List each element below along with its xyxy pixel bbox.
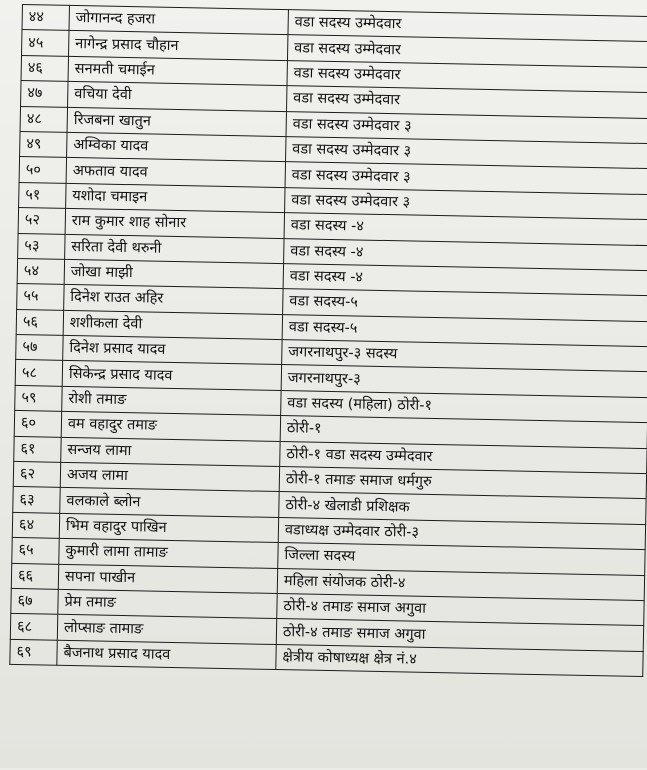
name-cell: भिम वहादुर पाखिन (59, 513, 278, 543)
name-cell: अजय लामा (60, 462, 279, 492)
role-cell: जगरनाथपुर-३ (281, 365, 647, 397)
name-cell: अम्विका यादव (67, 132, 286, 162)
role-cell: ठोरी-४ तमाङ समाज अगुवा (276, 619, 643, 651)
role-cell: महिला संयोजक ठोरी-४ (277, 568, 644, 600)
serial-number-cell: ६४ (12, 512, 59, 538)
role-cell: ठोरी-१ (280, 416, 647, 448)
serial-number-cell: ४७ (21, 81, 68, 107)
role-cell: वडाध्यक्ष उम्मेदवार ठोरी-३ (278, 517, 645, 549)
serial-number-cell: ५७ (16, 335, 63, 361)
serial-number-cell: ५८ (15, 360, 62, 386)
serial-number-cell: ६१ (14, 436, 61, 462)
roster-sheet (8, 4, 634, 770)
name-cell: लोप्साङ तामाङ (57, 615, 276, 645)
role-cell: जगरनाथपुर-३ सदस्य (282, 340, 647, 372)
serial-number-cell: ६७ (11, 588, 58, 614)
serial-number-cell: ५३ (18, 233, 65, 259)
serial-number-cell: ५६ (16, 309, 63, 335)
name-cell: रिजबना खातुन (67, 107, 286, 137)
name-cell: कुमारी लामा तामाङ (59, 539, 278, 569)
serial-number-cell: ५५ (17, 284, 64, 310)
serial-number-cell: ६२ (13, 461, 60, 487)
serial-number-cell: ४९ (20, 131, 67, 157)
serial-number-cell: ४५ (22, 30, 69, 56)
name-cell: वम वहादुर तमाङ (61, 412, 280, 442)
role-cell: वडा सदस्य (महिला) ठोरी-१ (281, 390, 647, 422)
role-cell: वडा सदस्य उम्मेदवार (288, 10, 647, 42)
serial-number-cell: ६३ (13, 487, 60, 513)
role-cell: वडा सदस्य उम्मेदवार (287, 35, 647, 67)
name-cell: सन्जय लामा (61, 437, 280, 467)
name-cell: वचिया देवी (68, 82, 287, 112)
serial-number-cell: ५४ (17, 258, 64, 284)
role-cell: ठोरी-४ खेलाडी प्रशिक्षक (279, 492, 646, 524)
serial-number-cell: ६९ (10, 639, 57, 665)
name-cell: जोखा माझी (64, 259, 283, 289)
role-cell: वडा सदस्य उम्मेदवार ३ (285, 187, 647, 219)
serial-number-cell: ६६ (11, 563, 58, 589)
name-cell: सिकेन्द्र प्रसाद यादव (62, 361, 281, 391)
name-cell: सनमती चमाईन (68, 56, 287, 86)
serial-number-cell: ४४ (22, 5, 69, 31)
name-cell: रोशी तमाङ (62, 386, 281, 416)
serial-number-cell: ४८ (20, 106, 67, 132)
serial-number-cell: ५२ (18, 208, 65, 234)
serial-number-cell: ५० (19, 157, 66, 183)
serial-number-cell: ६५ (12, 538, 59, 564)
name-cell: बैजनाथ प्रसाद यादव (57, 640, 276, 670)
roster-table-body (10, 5, 647, 677)
role-cell: ठोरी-४ तमाङ समाज अगुवा (277, 593, 644, 625)
name-cell: यशोदा चमाइन (66, 183, 285, 213)
name-cell: सपना पाखीन (58, 564, 277, 594)
name-cell: अफताव यादव (66, 158, 285, 188)
name-cell: प्रेम तमाङ (58, 589, 277, 619)
name-cell: जोगानन्द हजरा (69, 5, 288, 35)
role-cell: वडा सदस्य -४ (283, 263, 647, 295)
roster-table (9, 4, 647, 677)
name-cell: शशीकला देवी (63, 310, 282, 340)
name-cell: दिनेश राउत अहिर (64, 285, 283, 315)
name-cell: राम कुमार शाह सोनार (65, 208, 284, 238)
serial-number-cell: ४६ (21, 55, 68, 81)
role-cell: वडा सदस्य-५ (283, 289, 647, 321)
role-cell: वडा सदस्य -४ (284, 238, 647, 270)
name-cell: सरिता देवी थरुनी (65, 234, 284, 264)
role-cell: वडा सदस्य उम्मेदवार (287, 60, 647, 92)
role-cell: जिल्ला सदस्य (278, 543, 645, 575)
role-cell: वडा सदस्य उम्मेदवार ३ (286, 137, 647, 169)
name-cell: वलकाले ब्लोन (60, 488, 279, 518)
serial-number-cell: ५१ (19, 182, 66, 208)
role-cell: वडा सदस्य-५ (282, 314, 647, 346)
role-cell: वडा सदस्य उम्मेदवार ३ (285, 162, 647, 194)
serial-number-cell: ५९ (15, 385, 62, 411)
role-cell: वडा सदस्य उम्मेदवार (286, 86, 647, 118)
role-cell: ठोरी-१ वडा सदस्य उम्मेदवार (280, 441, 647, 473)
role-cell: ठोरी-१ तमाङ समाज धर्मगुरु (279, 467, 646, 499)
serial-number-cell: ६० (14, 411, 61, 437)
name-cell: नागेन्द्र प्रसाद चौहान (69, 31, 288, 61)
role-cell: क्षेत्रीय कोषाध्यक्ष क्षेत्र नं.४ (276, 644, 643, 676)
name-cell: दिनेश प्रसाद यादव (63, 335, 282, 365)
role-cell: वडा सदस्य उम्मेदवार ३ (286, 111, 647, 143)
role-cell: वडा सदस्य -४ (284, 213, 647, 245)
serial-number-cell: ६८ (10, 614, 57, 640)
